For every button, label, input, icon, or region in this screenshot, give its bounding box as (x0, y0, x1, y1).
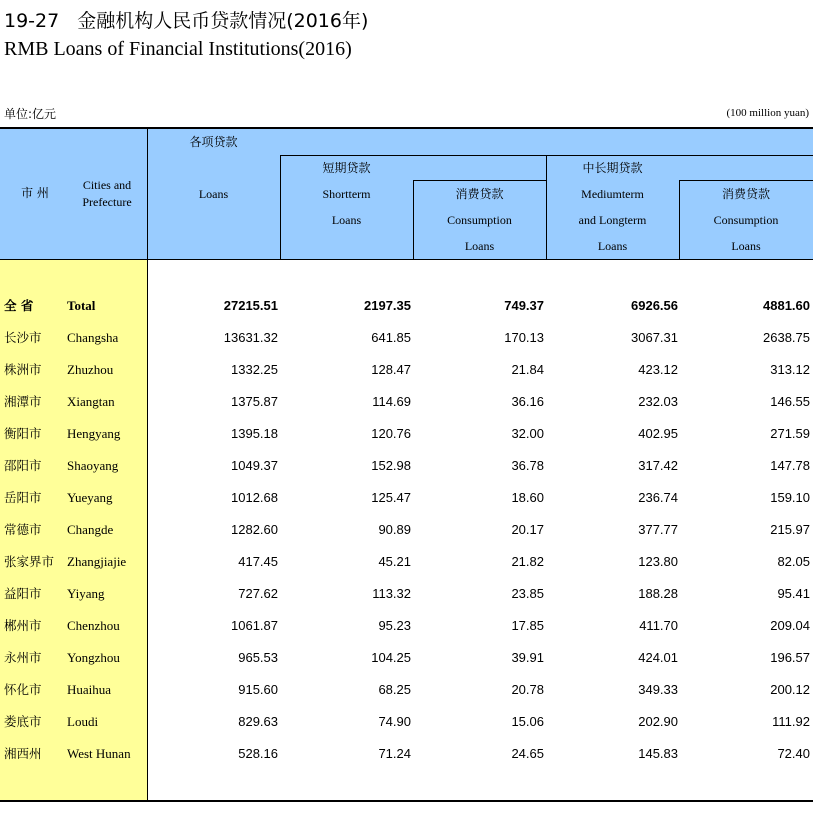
row-value-cell: 317.42 (638, 458, 678, 473)
row-value-cell: 68.25 (378, 682, 411, 697)
row-value-cell: 17.85 (511, 618, 544, 633)
header-short-consumption-cn: 消费贷款 (455, 187, 504, 201)
row-city-en: Huaihua (67, 682, 112, 697)
row-value-cell: 271.59 (770, 426, 810, 441)
row-value-cell: 6926.56 (631, 298, 678, 313)
table-row (0, 450, 813, 482)
table-row (0, 354, 813, 386)
row-value-cell: 146.55 (770, 394, 810, 409)
row-city-en: Yueyang (67, 490, 113, 505)
row-city-cn: 永州市 (4, 650, 42, 665)
row-value-cell: 196.57 (770, 650, 810, 665)
row-value-cell: 200.12 (770, 682, 810, 697)
header-short-en-2: Loans (331, 213, 362, 227)
row-city-cn: 衡阳市 (4, 426, 42, 441)
header-long-en-1: Mediumterm (581, 187, 644, 201)
row-value-cell: 2638.75 (763, 330, 810, 345)
row-city-en: Xiangtan (67, 394, 115, 409)
row-value-cell: 209.04 (770, 618, 810, 633)
row-city-en: Loudi (67, 714, 99, 729)
row-value-cell: 90.89 (378, 522, 411, 537)
header-long-consumption-cn: 消费贷款 (721, 187, 770, 201)
header-long-consumption-en-2: Loans (731, 239, 761, 253)
row-city-cn: 娄底市 (4, 714, 42, 729)
row-value-cell: 120.76 (371, 426, 411, 441)
row-value-cell: 128.47 (371, 362, 411, 377)
unit-label-en: (100 million yuan) (726, 107, 809, 119)
row-value-cell: 45.21 (378, 554, 411, 569)
row-value-cell: 13631.32 (223, 330, 278, 345)
row-city-cn: 湘西州 (4, 746, 42, 761)
row-value-cell: 528.16 (238, 746, 278, 761)
row-value-cell: 1061.87 (231, 618, 278, 633)
row-value-cell: 27215.51 (223, 298, 278, 313)
row-value-cell: 411.70 (639, 618, 678, 633)
row-city-en: Zhuzhou (67, 362, 114, 377)
row-value-cell: 3067.31 (631, 330, 678, 345)
row-value-cell: 423.12 (638, 362, 678, 377)
row-city-en: Yongzhou (67, 650, 120, 665)
row-value-cell: 1282.60 (231, 522, 278, 537)
row-value-cell: 641.85 (371, 330, 411, 345)
unit-label-cn: 单位:亿元 (4, 107, 57, 121)
row-value-cell: 829.63 (238, 714, 278, 729)
row-value-cell: 424.01 (638, 650, 678, 665)
row-city-en: Changde (67, 522, 114, 537)
row-city-en: Total (67, 298, 96, 313)
table-row (0, 290, 813, 322)
row-value-cell: 113.32 (372, 586, 411, 601)
row-city-cn: 张家界市 (4, 554, 55, 569)
table-row (0, 322, 813, 354)
row-value-cell: 313.12 (770, 362, 810, 377)
row-value-cell: 82.05 (777, 554, 810, 569)
row-value-cell: 20.78 (511, 682, 544, 697)
row-value-cell: 377.77 (638, 522, 678, 537)
row-value-cell: 188.28 (638, 586, 678, 601)
table-row (0, 642, 813, 674)
table-row (0, 418, 813, 450)
row-city-en: Shaoyang (67, 458, 119, 473)
row-value-cell: 125.47 (371, 490, 411, 505)
table-bottom-rule (0, 800, 813, 802)
row-city-cn: 湘潭市 (4, 394, 42, 409)
row-value-cell: 24.65 (511, 746, 544, 761)
row-value-cell: 202.90 (638, 714, 678, 729)
row-city-cn: 怀化市 (4, 682, 42, 697)
row-value-cell: 104.25 (371, 650, 411, 665)
table-row (0, 610, 813, 642)
row-value-cell: 15.06 (511, 714, 544, 729)
row-value-cell: 170.13 (504, 330, 544, 345)
row-value-cell: 21.84 (511, 362, 544, 377)
row-value-cell: 152.98 (371, 458, 411, 473)
row-city-cn: 郴州市 (4, 618, 42, 633)
row-value-cell: 21.82 (511, 554, 544, 569)
row-city-cn: 益阳市 (4, 586, 42, 601)
row-value-cell: 145.83 (638, 746, 678, 761)
row-value-cell: 727.62 (238, 586, 278, 601)
table-row (0, 514, 813, 546)
title-cn-text: 金融机构人民币贷款情况(2016年) (77, 10, 369, 32)
page-title-en: RMB Loans of Financial Institutions(2016) (4, 38, 352, 60)
row-value-cell: 236.74 (638, 490, 678, 505)
table-row (0, 386, 813, 418)
header-city-cn: 市 州 (21, 186, 49, 200)
header-short-en-1: Shortterm (322, 187, 371, 201)
row-value-cell: 417.45 (238, 554, 278, 569)
row-value-cell: 1012.68 (231, 490, 278, 505)
row-city-cn: 长沙市 (4, 330, 42, 345)
table-row (0, 482, 813, 514)
row-city-en: Yiyang (67, 586, 105, 601)
row-value-cell: 2197.35 (364, 298, 411, 313)
table-number: 19-27 (4, 10, 60, 32)
row-city-cn: 株洲市 (4, 362, 42, 377)
row-value-cell: 36.16 (511, 394, 544, 409)
row-value-cell: 39.91 (511, 650, 544, 665)
row-value-cell: 402.95 (638, 426, 678, 441)
row-value-cell: 1332.25 (231, 362, 278, 377)
header-short-consumption-en-2: Loans (464, 239, 495, 253)
row-value-cell: 74.90 (378, 714, 411, 729)
row-value-cell: 114.69 (372, 394, 411, 409)
table-row (0, 738, 813, 770)
table-row (0, 706, 813, 738)
row-value-cell: 95.41 (777, 586, 810, 601)
row-value-cell: 215.97 (770, 522, 810, 537)
table-row (0, 546, 813, 578)
row-value-cell: 147.78 (770, 458, 810, 473)
row-value-cell: 18.60 (511, 490, 544, 505)
row-value-cell: 111.92 (772, 714, 810, 729)
row-value-cell: 32.00 (511, 426, 544, 441)
header-long-en-3: Loans (597, 239, 628, 253)
table-row (0, 578, 813, 610)
header-short-cn: 短期贷款 (322, 161, 371, 175)
row-value-cell: 349.33 (638, 682, 678, 697)
row-city-cn: 岳阳市 (4, 490, 42, 505)
row-city-en: Changsha (67, 330, 119, 345)
row-value-cell: 749.37 (504, 298, 544, 313)
row-city-en: Zhangjiajie (67, 554, 127, 569)
row-city-en: West Hunan (67, 746, 131, 761)
table-row (0, 674, 813, 706)
header-loans-en: Loans (198, 187, 229, 201)
row-value-cell: 965.53 (238, 650, 278, 665)
row-value-cell: 20.17 (511, 522, 544, 537)
row-value-cell: 72.40 (777, 746, 810, 761)
header-short-consumption-en-1: Consumption (447, 213, 512, 227)
row-value-cell: 1395.18 (231, 426, 278, 441)
row-value-cell: 1375.87 (231, 394, 278, 409)
header-long-cn: 中长期贷款 (582, 161, 643, 175)
row-city-en: Chenzhou (67, 618, 120, 633)
row-value-cell: 1049.37 (231, 458, 278, 473)
header-long-en-2: and Longterm (578, 213, 647, 227)
row-value-cell: 23.85 (511, 586, 544, 601)
header-loans-cn: 各项贷款 (189, 135, 238, 149)
row-value-cell: 95.23 (378, 618, 411, 633)
row-value-cell: 71.24 (378, 746, 411, 761)
header-city-en: Cities and Prefecture (82, 178, 132, 209)
row-value-cell: 4881.60 (763, 298, 810, 313)
header-long-consumption-en-1: Consumption (713, 213, 779, 227)
row-value-cell: 36.78 (511, 458, 544, 473)
row-city-cn: 邵阳市 (4, 458, 42, 473)
header-bottom-rule (0, 259, 813, 260)
page-title-cn (4, 6, 368, 33)
row-value-cell: 232.03 (638, 394, 678, 409)
row-city-en: Hengyang (67, 426, 121, 441)
row-city-cn: 常德市 (4, 522, 42, 537)
row-value-cell: 915.60 (238, 682, 278, 697)
row-value-cell: 159.10 (770, 490, 810, 505)
row-value-cell: 123.80 (638, 554, 678, 569)
row-city-cn: 全 省 (4, 298, 34, 313)
